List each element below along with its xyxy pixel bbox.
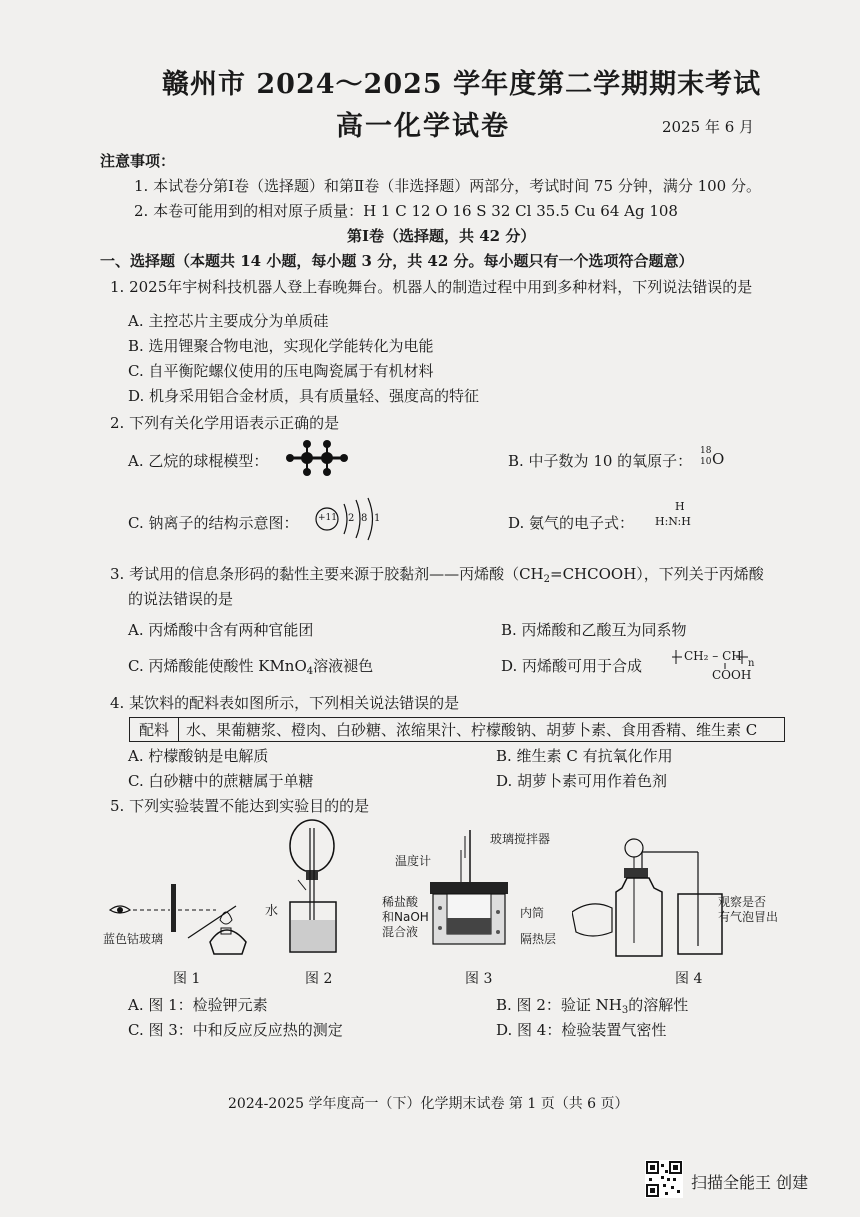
figure-3-thermometer-label: 温度计 xyxy=(395,854,432,868)
question-3-option-a: A. 丙烯酸中含有两种官能团 xyxy=(128,621,314,639)
qr-code-icon xyxy=(645,1160,683,1198)
figure-2-caption: 图 2 xyxy=(305,971,333,987)
section-instructions: 一、选择题（本题共 14 小题，每小题 3 分，共 42 分。每小题只有一个选项符合题意） xyxy=(100,252,694,270)
figure-3-caption: 图 3 xyxy=(465,971,493,987)
exam-date: 2025 年 6 月 xyxy=(662,118,755,136)
ammonia-electron-formula: H:N:H xyxy=(655,515,691,528)
notes-item-2: 2. 本卷可能用到的相对原子质量：H 1 C 12 O 16 S 32 Cl 35.5 Cu 64 Ag 108 xyxy=(134,202,678,220)
question-1-option-b: B. 选用锂聚合物电池，实现化学能转化为电能 xyxy=(128,337,434,355)
oxygen-isotope-notation xyxy=(700,446,730,472)
ingredients-label: 配料 xyxy=(130,718,179,741)
question-2-option-c: C. 钠离子的结构示意图： xyxy=(128,514,299,532)
question-4-option-d: D. 胡萝卜素可用作着色剂 xyxy=(496,772,668,790)
question-3-option-d: D. 丙烯酸可用于合成 xyxy=(501,657,643,675)
question-4-stem: 4. 某饮料的配料表如图所示，下列相关说法错误的是 xyxy=(110,694,460,712)
shell-2-electrons: 8 xyxy=(361,513,368,524)
formula-branch: COOH xyxy=(712,668,752,682)
question-5-option-b: B. 图 2：验证 $NH_3$的溶解性 xyxy=(496,996,689,1016)
question-2-option-d: D. 氨气的电子式： xyxy=(508,514,635,532)
question-3-option-c: C. 丙烯酸能使酸性 KMnO$_4$溶液褪色 xyxy=(128,657,374,677)
question-3-option-b: B. 丙烯酸和乙酸互为同系物 xyxy=(501,621,687,639)
question-2-option-b: B. 中子数为 10 的氧原子： xyxy=(508,452,693,470)
question-1-option-d: D. 机身采用铝合金材质，具有质量轻、强度高的特征 xyxy=(128,387,480,405)
figure-3-calorimeter xyxy=(425,828,515,960)
formula-subscript-n: n xyxy=(748,658,755,669)
ingredients-list: 水、果葡糖浆、橙肉、白砂糖、浓缩果汁、柠檬酸钠、胡萝卜素、食用香精、维生素 C xyxy=(186,721,758,739)
element-symbol: O xyxy=(712,450,725,468)
question-3-stem-line-2: 的说法错误的是 xyxy=(128,590,234,608)
question-1-option-c: C. 自平衡陀螺仪使用的压电陶瓷属于有机材料 xyxy=(128,362,434,380)
shell-3-electrons: 1 xyxy=(374,513,381,524)
ingredients-table xyxy=(129,717,785,742)
formula-main-chain: CH₂ – CH xyxy=(684,649,742,663)
figure-3-inner-label: 内筒 xyxy=(520,906,545,920)
figure-2-label: 水 xyxy=(265,904,279,919)
page-footer: 2024-2025 学年度高一（下）化学期末试卷 第 1 页（共 6 页） xyxy=(228,1096,629,1112)
question-5-option-c: C. 图 3：中和反应反应热的测定 xyxy=(128,1021,343,1039)
mass-number: 18 xyxy=(700,446,712,456)
exam-subtitle: 高一化学试卷 xyxy=(336,111,510,142)
figure-2-ammonia-fountain xyxy=(270,818,350,958)
question-5-option-d: D. 图 4：检验装置气密性 xyxy=(496,1021,667,1039)
question-4-option-a: A. 柠檬酸钠是电解质 xyxy=(128,747,269,765)
figure-3-stirrer-label: 玻璃搅拌器 xyxy=(490,832,551,846)
exam-title: 赣州市 2024～2025 学年度第二学期期末考试 xyxy=(162,69,762,100)
figure-1-label: 蓝色钴玻璃 xyxy=(103,932,164,946)
notes-item-1: 1. 本试卷分第Ⅰ卷（选择题）和第Ⅱ卷（非选择题）两部分，考试时间 75 分钟，满分 100 分。 xyxy=(134,177,761,195)
question-5-stem: 5. 下列实验装置不能达到实验目的的是 xyxy=(110,797,370,815)
ethane-ball-stick-model xyxy=(282,438,352,478)
question-5-option-a: A. 图 1：检验钾元素 xyxy=(128,996,268,1014)
question-3-stem-line-1: 3. 考试用的信息条形码的黏性主要来源于胶黏剂——丙烯酸$(CH_2=CHCOOH)$，下列关于丙烯酸 xyxy=(110,565,764,585)
figure-3-insulation-label: 隔热层 xyxy=(520,932,557,946)
atomic-number: 10 xyxy=(700,457,712,467)
scanner-watermark: 扫描全能王 创建 xyxy=(691,1173,809,1192)
figure-1-caption: 图 1 xyxy=(173,971,201,987)
figure-4-observation-label: 观察是否 有气泡冒出 xyxy=(718,895,779,924)
shell-1-electrons: 2 xyxy=(348,513,355,524)
question-1-stem: 1. 2025年宇树科技机器人登上春晚舞台。机器人的制造过程中用到多种材料，下列说法错误的是 xyxy=(110,278,753,296)
section-title: 第Ⅰ卷（选择题，共 42 分） xyxy=(347,227,536,245)
question-1-option-a: A. 主控芯片主要成分为单质硅 xyxy=(128,312,329,330)
ammonia-h-top: H xyxy=(675,500,685,513)
nucleus-charge: +11 xyxy=(318,513,337,523)
notes-heading: 注意事项： xyxy=(100,152,176,170)
polyacrylic-acid-formula xyxy=(670,646,760,682)
question-4-option-b: B. 维生素 C 有抗氧化作用 xyxy=(496,747,673,765)
figure-3-mixture-label: 稀盐酸 和NaOH 混合液 xyxy=(382,895,429,939)
question-4-option-c: C. 白砂糖中的蔗糖属于单糖 xyxy=(128,772,314,790)
question-2-stem: 2. 下列有关化学用语表示正确的是 xyxy=(110,414,340,432)
question-2-option-a: A. 乙烷的球棍模型： xyxy=(128,452,269,470)
figure-4-caption: 图 4 xyxy=(675,971,703,987)
